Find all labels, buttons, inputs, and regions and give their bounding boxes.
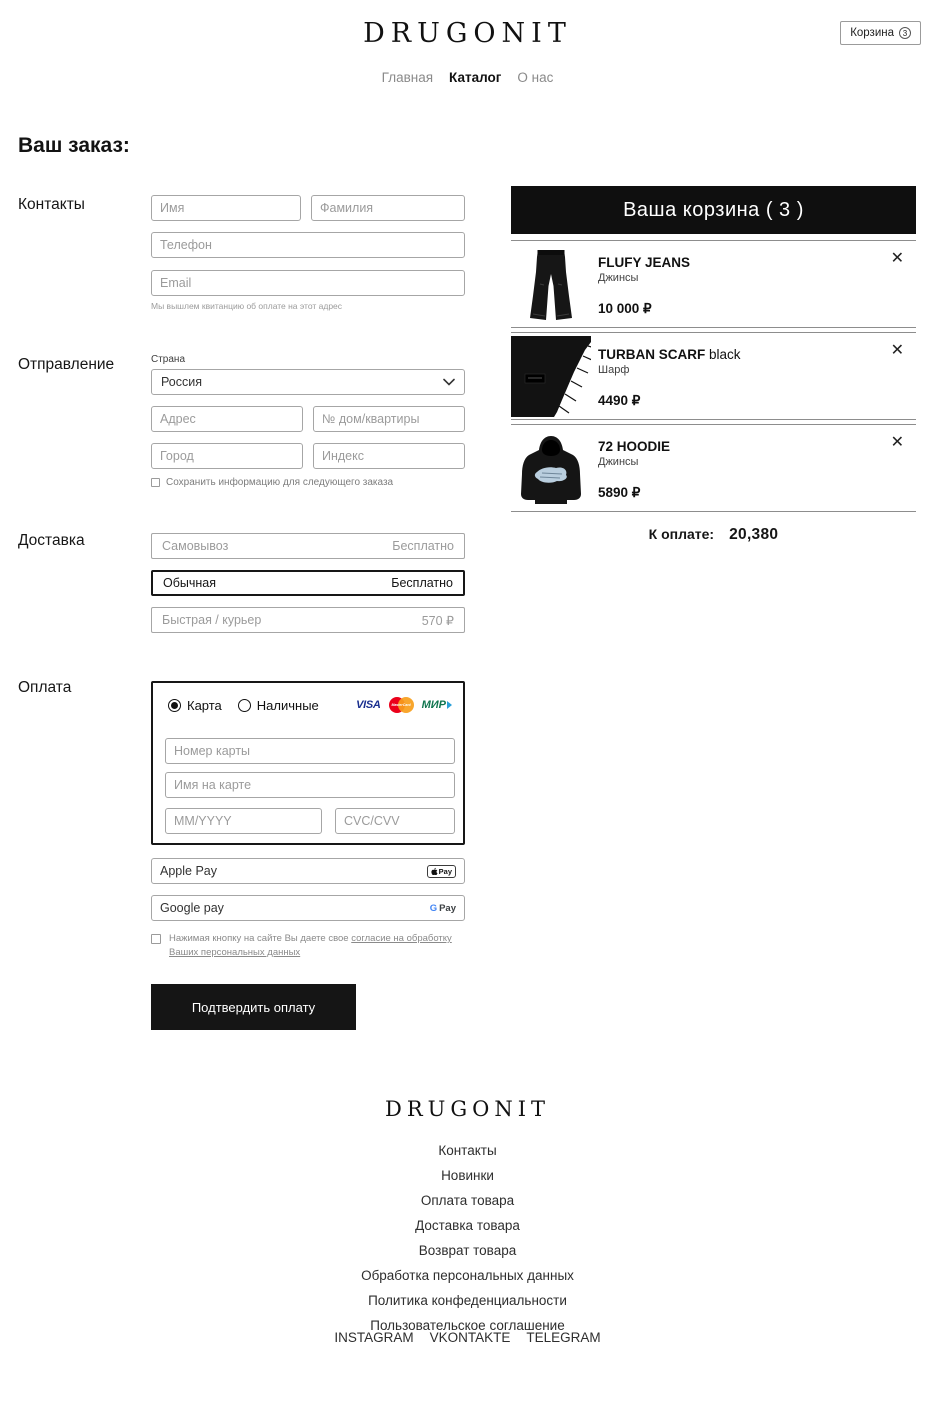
google-pay-label: Google pay — [160, 901, 224, 915]
google-pay-icon: G Pay — [429, 902, 456, 914]
consent-checkbox[interactable] — [151, 934, 161, 944]
delivery-option-name: Быстрая / курьер — [162, 613, 262, 627]
cart-items-list — [511, 240, 916, 516]
email-helper-text: Мы вышлем квитанцию об оплате на этот адрес — [151, 301, 343, 311]
social-link-vkontakte[interactable]: VKONTAKTE — [429, 1330, 511, 1345]
email-input[interactable] — [151, 270, 465, 296]
total-label: К оплате: — [648, 526, 715, 542]
apple-pay-icon: Pay — [427, 865, 456, 878]
payment-method-card[interactable] — [168, 698, 222, 713]
google-pay-option[interactable] — [151, 895, 465, 921]
hoodie-product-image — [511, 428, 591, 509]
delivery-option-price: 570 ₽ — [421, 613, 454, 628]
item-subtitle: Джинсы — [598, 272, 639, 284]
footer-link-new[interactable]: Новинки — [441, 1168, 494, 1183]
delivery-option-price: Бесплатно — [392, 539, 454, 553]
cart-button-label: Корзина — [850, 27, 894, 39]
card-name-input[interactable] — [165, 772, 455, 798]
card-cvc-input[interactable] — [335, 808, 455, 834]
zip-input[interactable] — [313, 443, 465, 469]
page-title: Ваш заказ: — [18, 134, 130, 157]
delivery-option-express[interactable] — [151, 607, 465, 633]
total-value: 20,380 — [729, 526, 779, 543]
consent-row — [151, 932, 469, 961]
card-brand-logos — [356, 697, 452, 713]
country-select[interactable] — [151, 369, 465, 395]
delivery-option-price: Бесплатно — [391, 576, 453, 590]
nav-item-catalog[interactable]: Каталог — [449, 70, 502, 85]
cart-button[interactable] — [840, 21, 921, 45]
footer-social-links — [0, 1330, 935, 1345]
house-number-input[interactable] — [313, 406, 465, 432]
main-nav — [0, 70, 935, 85]
contacts-section-label: Контакты — [18, 196, 85, 213]
city-input[interactable] — [151, 443, 303, 469]
payment-method-cash[interactable] — [238, 698, 319, 713]
remove-item-icon[interactable]: ✕ — [890, 342, 904, 359]
cart-total-row — [511, 526, 916, 544]
shipping-form — [151, 354, 465, 488]
item-price: 5890 ₽ — [598, 485, 641, 500]
scarf-product-image — [511, 336, 591, 417]
footer-link-personal-data[interactable]: Обработка персональных данных — [361, 1268, 574, 1283]
save-info-label: Сохранить информацию для следующего заказа — [166, 477, 394, 488]
payment-method-label: Наличные — [256, 697, 319, 713]
cart-item-flufy-jeans: FLUFY JEANS Джинсы 10 000 ₽ ✕ — [511, 240, 916, 328]
card-expiry-input[interactable] — [165, 808, 322, 834]
social-link-instagram[interactable]: INSTAGRAM — [334, 1330, 414, 1345]
country-select-value: Россия — [161, 375, 202, 389]
footer-link-contacts[interactable]: Контакты — [438, 1143, 497, 1158]
shipping-section-label: Отправление — [18, 356, 115, 373]
footer-link-terms[interactable]: Пользовательское соглашение — [370, 1318, 565, 1333]
item-subtitle: Джинсы — [598, 456, 639, 468]
card-number-input[interactable] — [165, 738, 455, 764]
consent-link[interactable]: согласие на обработку Ваших персональных данных — [169, 933, 452, 959]
save-info-checkbox[interactable] — [151, 478, 160, 487]
item-price: 10 000 ₽ — [598, 301, 652, 316]
footer-link-privacy[interactable]: Политика конфеденциальности — [368, 1293, 567, 1308]
item-price: 4490 ₽ — [598, 393, 641, 408]
apple-pay-label: Apple Pay — [160, 864, 217, 878]
payment-method-label: Карта — [187, 697, 222, 713]
footer-brand-logo: DRUGONIT — [384, 1097, 550, 1121]
delivery-option-regular[interactable] — [151, 570, 465, 596]
jeans-product-image — [511, 244, 591, 325]
first-name-input[interactable] — [151, 195, 301, 221]
delivery-option-name: Обычная — [163, 576, 217, 590]
delivery-option-pickup[interactable] — [151, 533, 465, 559]
remove-item-icon[interactable]: ✕ — [890, 434, 904, 451]
nav-item-home[interactable]: Главная — [381, 70, 434, 85]
consent-text: Нажимая кнопку на сайте Вы даете свое согласие на обработку Ваших персональных данных — [169, 933, 452, 959]
delivery-option-name: Самовывоз — [162, 539, 229, 553]
footer-link-returns[interactable]: Возврат товара — [418, 1243, 517, 1258]
cart-item-72-hoodie: 72 HOODIE Джинсы 5890 ₽ ✕ — [511, 424, 916, 512]
footer-link-payment[interactable]: Оплата товара — [420, 1193, 515, 1208]
delivery-section-label: Доставка — [18, 532, 85, 549]
footer-links — [0, 1143, 935, 1333]
brand-logo[interactable]: DRUGONIT — [363, 18, 572, 49]
footer-link-delivery[interactable]: Доставка товара — [415, 1218, 520, 1233]
remove-item-icon[interactable]: ✕ — [890, 250, 904, 267]
cart-item-turban-scarf: TURBAN SCARF black Шарф 4490 ₽ ✕ — [511, 332, 916, 420]
apple-pay-option[interactable] — [151, 858, 465, 884]
delivery-options — [151, 533, 465, 644]
apple-icon — [431, 867, 438, 875]
item-subtitle: Шарф — [598, 364, 630, 376]
mir-logo: МИР — [422, 699, 452, 711]
social-link-telegram[interactable]: TELEGRAM — [526, 1330, 601, 1345]
visa-logo: VISA — [356, 699, 381, 711]
cart-panel-title: Ваша корзина ( 3 ) — [511, 186, 916, 234]
nav-item-about[interactable]: О нас — [517, 70, 554, 85]
card-payment-box — [151, 681, 465, 845]
contacts-form — [151, 195, 465, 311]
chevron-down-icon — [443, 378, 455, 386]
confirm-payment-button[interactable]: Подтвердить оплату — [151, 984, 356, 1030]
radio-icon — [168, 699, 181, 712]
address-input[interactable] — [151, 406, 303, 432]
country-label: Страна — [151, 354, 186, 365]
mir-arrow-icon — [447, 701, 452, 709]
cart-count-badge: 3 — [899, 27, 911, 39]
payment-section-label: Оплата — [18, 679, 72, 696]
radio-icon — [238, 699, 251, 712]
mastercard-logo: MasterCard — [389, 697, 414, 713]
last-name-input[interactable] — [311, 195, 465, 221]
phone-input[interactable] — [151, 232, 465, 258]
